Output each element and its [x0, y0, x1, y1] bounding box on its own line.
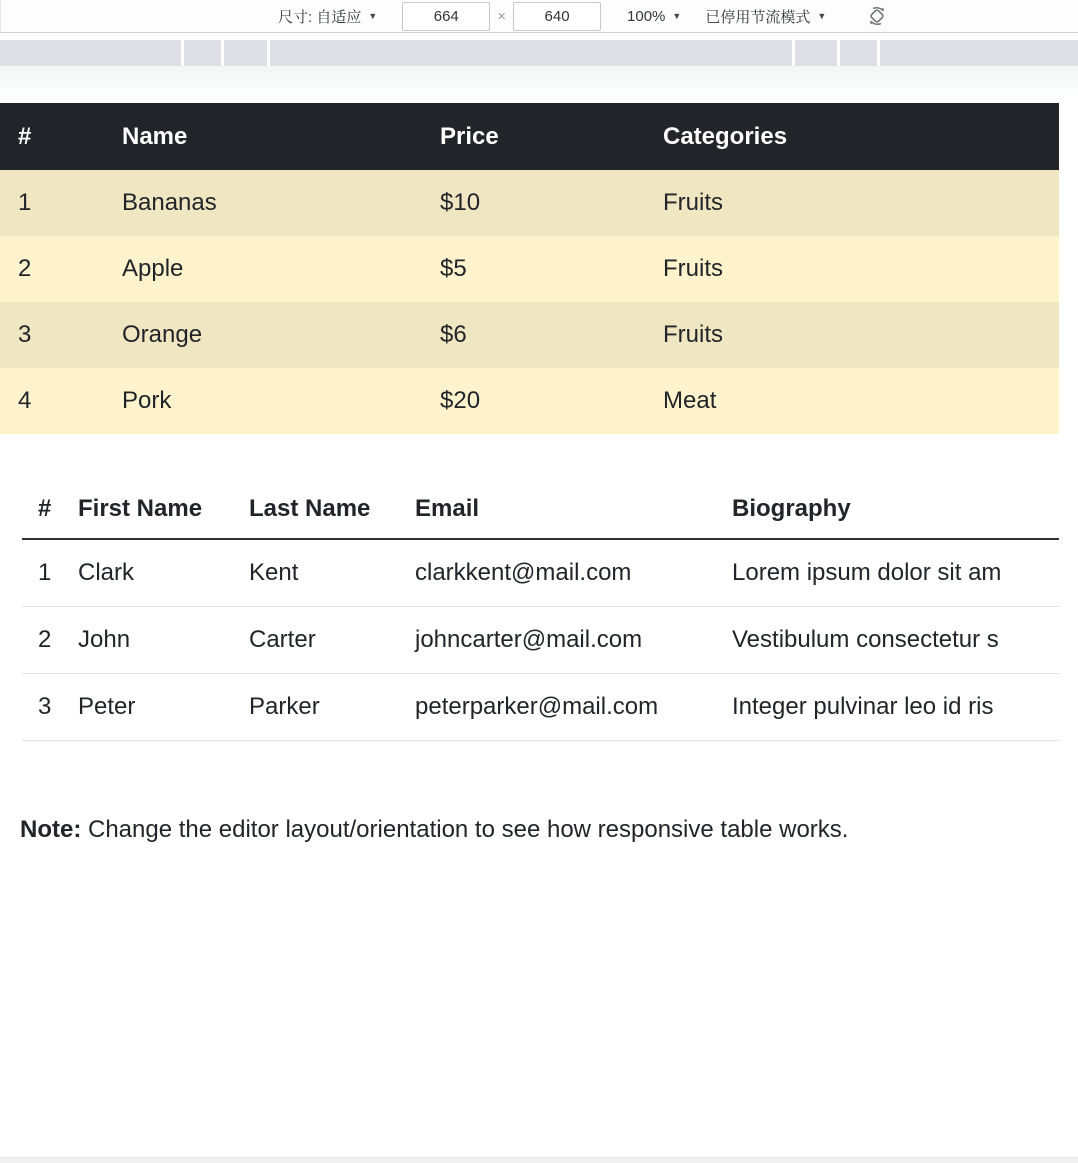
zoom-dropdown[interactable]: [627, 8, 681, 25]
note-label: Note:: [20, 815, 82, 843]
throttling-dropdown[interactable]: [705, 6, 826, 27]
note-text: Change the editor layout/orientation to see how responsive table works.: [81, 815, 849, 843]
media-query-segment: [224, 40, 267, 66]
cell-category: Fruits: [645, 302, 1059, 368]
viewport-height-input[interactable]: [513, 2, 601, 31]
chevron-down-icon: ▼: [817, 11, 827, 21]
media-query-segment: [795, 40, 837, 66]
table-row: [22, 673, 1059, 740]
cell-category: Fruits: [645, 236, 1059, 302]
cell-email: peterparker@mail.com: [399, 673, 716, 740]
table-row: [0, 302, 1059, 368]
media-query-segment: [840, 40, 877, 66]
cell-first: Clark: [62, 539, 233, 606]
zoom-value: 100%: [627, 7, 666, 25]
media-query-segment: [270, 40, 792, 66]
table-row: [0, 368, 1059, 434]
chevron-down-icon: ▼: [368, 11, 378, 21]
cell-bio: Lorem ipsum dolor sit am: [716, 539, 1059, 606]
column-header-name: Name: [104, 103, 422, 170]
cell-name: Apple: [104, 236, 422, 302]
cell-bio: Vestibulum consectetur s: [716, 606, 1059, 673]
dimension-separator: ×: [497, 7, 507, 25]
table-row: [22, 606, 1059, 673]
cell-email: clarkkent@mail.com: [399, 539, 716, 606]
table-row: [22, 539, 1059, 606]
rotate-device-button[interactable]: [864, 3, 890, 29]
cell-price: $20: [422, 368, 645, 434]
cell-num: 1: [0, 170, 104, 236]
cell-bio: Integer pulvinar leo id ris: [716, 673, 1059, 740]
emulated-page: [0, 103, 1059, 844]
cell-num: 4: [0, 368, 104, 434]
cell-first: Peter: [62, 673, 233, 740]
media-query-segment: [880, 40, 1078, 66]
cell-num: 3: [0, 302, 104, 368]
cell-email: johncarter@mail.com: [399, 606, 716, 673]
cell-category: Fruits: [645, 170, 1059, 236]
cell-num: 1: [22, 539, 62, 606]
column-header-price: Price: [422, 103, 645, 170]
cell-name: Orange: [104, 302, 422, 368]
table-row: [0, 170, 1059, 236]
column-header-last: Last Name: [233, 480, 399, 539]
media-query-segment: [0, 40, 181, 66]
cell-name: Pork: [104, 368, 422, 434]
cell-num: 2: [0, 236, 104, 302]
viewport-width-input[interactable]: [402, 2, 490, 31]
dimensions-dropdown[interactable]: [278, 6, 377, 27]
responsive-table-container: [22, 480, 1059, 741]
cell-first: John: [62, 606, 233, 673]
cell-last: Parker: [233, 673, 399, 740]
cell-price: $6: [422, 302, 645, 368]
note-paragraph: [20, 816, 1059, 844]
cell-price: $10: [422, 170, 645, 236]
column-header-email: Email: [399, 480, 716, 539]
rotate-device-icon: [865, 4, 889, 28]
column-header-num: #: [22, 480, 62, 539]
media-query-bar: [0, 40, 1078, 66]
viewport-top-gap: [0, 66, 1078, 103]
chevron-down-icon: ▼: [672, 11, 682, 21]
products-header-row: [0, 103, 1059, 170]
horizontal-scrollbar[interactable]: [0, 1157, 1078, 1163]
column-header-categories: Categories: [645, 103, 1059, 170]
cell-category: Meat: [645, 368, 1059, 434]
column-header-num: #: [0, 103, 104, 170]
products-table: [0, 103, 1059, 434]
cell-num: 3: [22, 673, 62, 740]
cell-last: Kent: [233, 539, 399, 606]
cell-price: $5: [422, 236, 645, 302]
column-header-biography: Biography: [716, 480, 1059, 539]
ruler-gap: [0, 33, 1078, 40]
table-row: [0, 236, 1059, 302]
cell-name: Bananas: [104, 170, 422, 236]
people-table: [22, 480, 1059, 741]
device-toolbar: [0, 0, 1078, 33]
cell-last: Carter: [233, 606, 399, 673]
dimensions-label: 尺寸: 自适应: [278, 8, 362, 26]
cell-num: 2: [22, 606, 62, 673]
people-header-row: [22, 480, 1059, 539]
media-query-segment: [184, 40, 221, 66]
throttling-label: 已停用节流模式: [705, 8, 811, 26]
column-header-first: First Name: [62, 480, 233, 539]
